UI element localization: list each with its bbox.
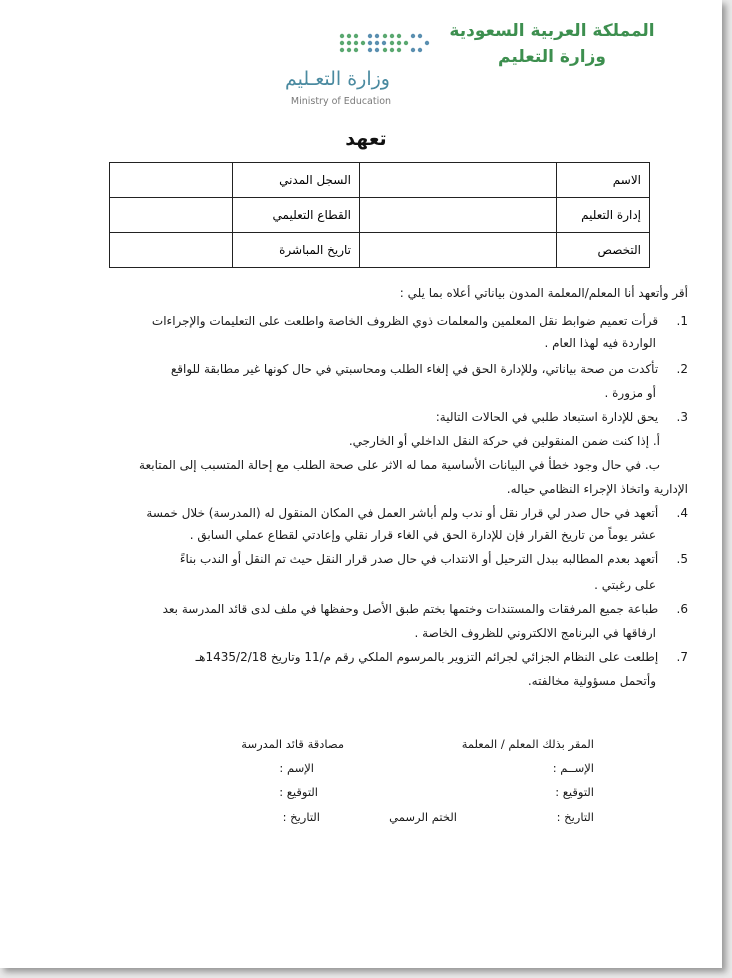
kingdom-name: المملكة العربية السعودية — [449, 21, 655, 41]
teacher-name-label: الإســم : — [552, 761, 594, 775]
item-number: 7. — [676, 650, 688, 664]
logo-arabic-text: وزارة التعـليم — [284, 68, 390, 90]
table-row — [110, 233, 650, 268]
table-row — [110, 163, 650, 198]
item-2: 2. تأكدت من صحة بياناتي، وللإدارة الحق في إلغاء الطلب ومحاسبتي في حال كونها غير مطابقة للواقع — [170, 362, 688, 376]
label-education-department: إدارة التعليم — [557, 198, 650, 233]
intro-text: أقر وأتعهد أنا المعلم/المعلمة المدون بياناتي أعلاه بما يلي : — [399, 286, 688, 300]
item-5: 5. أتعهد بعدم المطالبه ببدل الترحيل أو الانتداب في حال صدر قرار النقل حيث تم النقل أو الندب بناءً — [179, 552, 688, 566]
page-title: تعهد — [345, 128, 387, 150]
item-3: 3. يحق للإدارة استبعاد طلبي في الحالات التالية: — [435, 410, 688, 424]
header-block — [442, 18, 662, 70]
teacher-heading: المقر بذلك المعلم / المعلمة — [461, 737, 594, 751]
label-education-sector: القطاع التعليمي — [233, 198, 360, 233]
value-civil-record[interactable] — [110, 163, 233, 198]
item-number: 3. — [676, 410, 688, 424]
ministry-logo — [280, 28, 440, 118]
label-civil-record: السجل المدني — [233, 163, 360, 198]
item-4: 4. أتعهد في حال صدر لي قرار نقل أو ندب ولم أباشر العمل في المكان المنقول له (المدرسة) خلال خمسة — [146, 506, 688, 520]
principal-name-label: الإسم : — [279, 761, 314, 775]
item-3-b-cont: الإدارية واتخاذ الإجراء النظامي حياله. — [506, 482, 688, 496]
official-stamp-label: الختم الرسمي — [389, 810, 457, 824]
label-specialty: التخصص — [557, 233, 650, 268]
table-row — [110, 198, 650, 233]
item-6: 6. طباعة جميع المرفقات والمستندات وختمها بختم طبق الأصل وحفظها في ملف لدى قائد المدرسة بعد — [162, 602, 688, 616]
value-education-department[interactable] — [360, 198, 557, 233]
item-1: 1. قرأت تعميم ضوابط نقل المعلمين والمعلمات ذوي الظروف الخاصة واطلعت على التعليمات والإجراءات — [151, 314, 688, 328]
item-2-cont: أو مزورة . — [604, 386, 656, 400]
label-name: الاسم — [557, 163, 650, 198]
teacher-date-label: التاريخ : — [556, 810, 594, 824]
item-7: 7. إطلعت على النظام الجزائي لجرائم التزوير بالمرسوم الملكي رقم م/11 وتاريخ 1435/2/18هـ — [195, 650, 688, 664]
principal-heading: مصادقة قائد المدرسة — [241, 737, 344, 751]
item-5-cont: على رغبتي . — [594, 578, 656, 592]
item-number: 1. — [676, 314, 688, 328]
item-number: 4. — [676, 506, 688, 520]
value-education-sector[interactable] — [110, 198, 233, 233]
item-3-a: أ. إذا كنت ضمن المنقولين في حركة النقل الداخلي أو الخارجي. — [348, 434, 660, 448]
item-number: 5. — [676, 552, 688, 566]
value-name[interactable] — [360, 163, 557, 198]
item-3-b: ب. في حال وجود خطأ في البيانات الأساسية مما له الاثر على صحة الطلب مع إحالة المتسبب إلى المتابعة — [139, 458, 660, 472]
principal-date-label: التاريخ : — [282, 810, 320, 824]
item-4-cont: عشر يوماً من تاريخ القرار فإن للإدارة الحق في الغاء قرار نقلي وإعادتي لقطاع عملي السابق . — [189, 528, 656, 542]
item-6-cont: ارفاقها في البرنامج الالكتروني للظروف الخاصة . — [414, 626, 656, 640]
item-7-cont: وأتحمل مسؤولية مخالفته. — [527, 674, 656, 688]
info-table — [109, 162, 650, 268]
teacher-sign-label: التوقيع : — [555, 785, 594, 799]
ministry-name: وزارة التعليم — [498, 47, 606, 67]
logo-english-text: Ministry of Education — [290, 96, 392, 107]
principal-sign-label: التوقيع : — [279, 785, 318, 799]
item-1-cont: الواردة فيه لهذا العام . — [544, 336, 656, 350]
item-number: 2. — [676, 362, 688, 376]
label-start-date: تاريخ المباشرة — [233, 233, 360, 268]
value-specialty[interactable] — [360, 233, 557, 268]
value-start-date[interactable] — [110, 233, 233, 268]
item-number: 6. — [676, 602, 688, 616]
logo-dots-icon — [280, 28, 440, 68]
